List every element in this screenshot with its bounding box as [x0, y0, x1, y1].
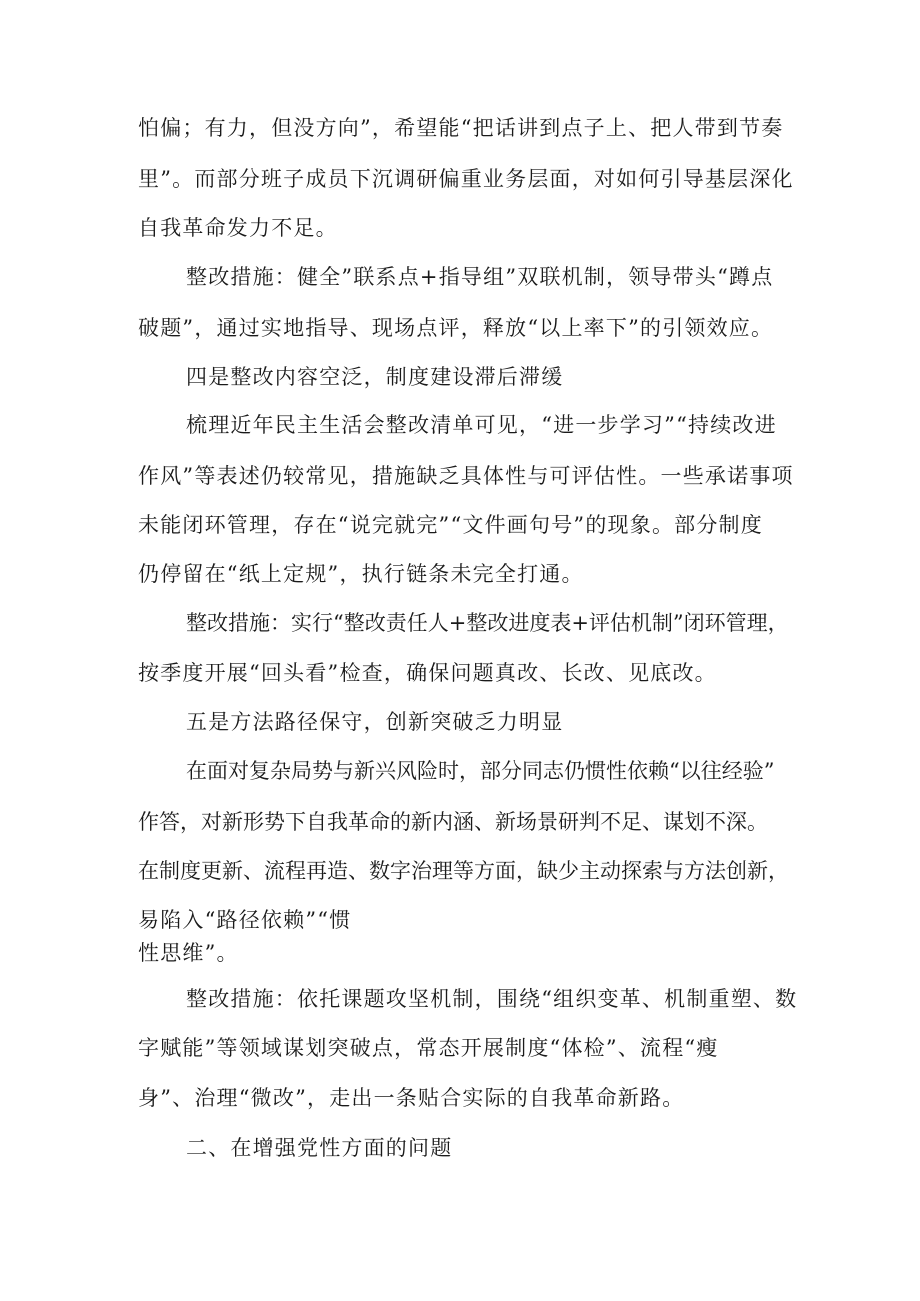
text-line: 整改措施：依托课题攻坚机制，围绕“组织变革、机制重塑、数 — [186, 987, 798, 1011]
text-line: 性思维”。 — [138, 941, 239, 965]
text-line: 在制度更新、流程再造、数字治理等方面，缺少主动探索与方法创新， — [138, 859, 789, 883]
text-line: 按季度开展“回头看”检查，确保问题真改、长改、见底改。 — [138, 661, 717, 685]
text-line: 梳理近年民主生活会整改清单可见，“进一步学习”“持续改进 — [186, 413, 777, 437]
text-line: 破题”，通过实地指导、现场点评，释放“以上率下”的引领效应。 — [138, 316, 774, 340]
section-heading: 四是整改内容空泛，制度建设滞后滞缓 — [186, 365, 564, 389]
text-line: 自我革命发力不足。 — [138, 216, 338, 240]
text-line: 作答，对新形势下自我革命的新内涵、新场景研判不足、谋划不深。 — [138, 810, 768, 834]
text-line: 整改措施：实行“整改责任人+整改进度表+评估机制”闭环管理， — [186, 611, 789, 635]
text-line: 字赋能”等领域谋划突破点，常态开展制度“体检”、流程“瘦 — [138, 1036, 719, 1060]
section-heading: 二、在增强党性方面的问题 — [186, 1136, 453, 1160]
text-line: 未能闭环管理，存在“说完就完”“文件画句号”的现象。部分制度 — [138, 513, 763, 537]
text-line: 怕偏；有力，但没方向”，希望能“把话讲到点子上、把人带到节奏 — [138, 116, 784, 140]
text-line: 整改措施：健全”联系点+指导组”双联机制，领导带头“蹲点 — [186, 265, 774, 289]
text-line: 身”、治理“微改”，走出一条贴合实际的自我革命新路。 — [138, 1086, 685, 1110]
text-line: 作风”等表述仍较常见，措施缺乏具体性与可评估性。一些承诺事项 — [138, 464, 794, 488]
section-heading: 五是方法路径保守，创新突破乏力明显 — [186, 710, 564, 734]
text-line: 易陷入“路径依赖”“惯 — [138, 908, 352, 932]
text-line: 仍停留在“纸上定规”，执行链条未完全打通。 — [138, 562, 584, 586]
text-line: 在面对复杂局势与新兴风险时，部分同志仍惯性依赖“以往经验” — [186, 759, 775, 783]
text-line: 里”。而部分班子成员下沉调研偏重业务层面，对如何引导基层深化 — [138, 167, 794, 191]
